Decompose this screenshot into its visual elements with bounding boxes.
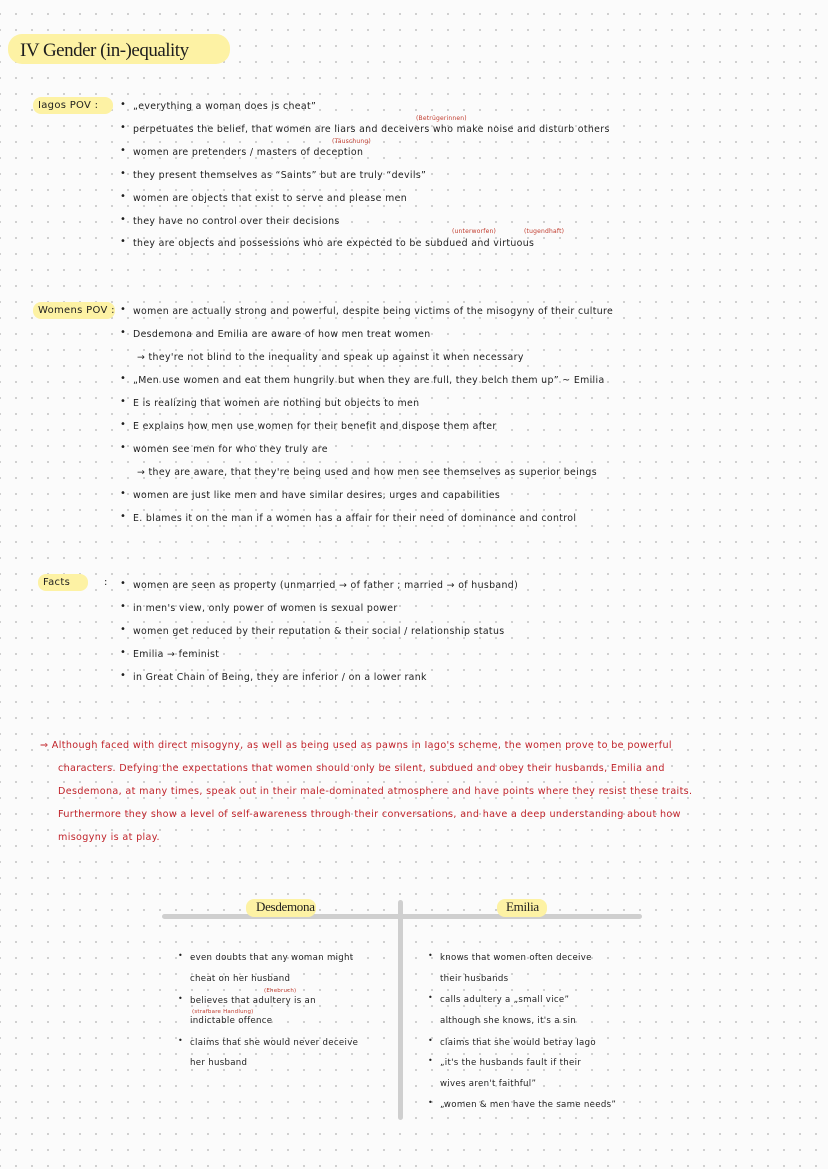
desdemona-note-1: (Ehebruch)	[264, 988, 297, 994]
womens-line-5: E is realizing that women are nothing but objects to men	[133, 398, 420, 409]
iagos-line-6: they have no control over their decisions	[133, 216, 340, 227]
iagos-note-3: (unterworfen)	[452, 228, 497, 235]
bullet: •	[428, 1056, 433, 1065]
bullet: •	[120, 624, 126, 635]
iagos-line-3: women are pretenders / masters of deception	[133, 147, 364, 158]
desdemona-line-5: claims that she would never deceive	[190, 1038, 359, 1048]
conclusion-line-3: Desdemona, at many times, speak out in their male-dominated atmosphere and have points where they resist these traits.	[58, 786, 693, 797]
emilia-line-1: knows that women often deceive	[440, 953, 592, 963]
bullet: •	[178, 994, 183, 1003]
iagos-line-5: women are objects that exist to serve and please men	[133, 193, 407, 204]
bullet: •	[120, 396, 126, 407]
facts-line-2: in men's view, only power of women is sexual power	[133, 603, 398, 614]
facts-line-4: Emilia → feminist	[133, 649, 220, 660]
womens-line-3: → they're not blind to the inequality and speak up against it when necessary	[137, 352, 524, 363]
bullet: •	[120, 670, 126, 681]
page-title: IV Gender (in-)equality	[20, 40, 189, 61]
conclusion-line-2: characters. Defying the expectations that women should only be silent, subdued and obey their husbands, Emilia and	[58, 763, 665, 774]
iagos-note-2: (Täuschung)	[332, 138, 371, 145]
facts-line-5: in Great Chain of Being, they are inferior / on a lower rank	[133, 672, 427, 683]
bullet: •	[428, 951, 433, 960]
bullet: •	[120, 145, 126, 156]
bullet: •	[428, 993, 433, 1002]
womens-line-7: women see men for who they truly are	[133, 444, 328, 455]
bullet: •	[120, 168, 126, 179]
facts-line-1: women are seen as property (unmarried → of father ; married → of husband)	[133, 580, 519, 591]
womens-line-1: women are actually strong and powerful, despite being victims of the misogyny of their culture	[133, 306, 614, 317]
womens-line-2: Desdemona and Emilia are aware of how men treat women	[133, 329, 431, 340]
desdemona-line-6: her husband	[190, 1058, 248, 1068]
iagos-line-1: „everything a woman does is cheat”	[133, 101, 317, 112]
desdemona-title: Desdemona	[256, 899, 315, 914]
table-vertical-divider	[398, 900, 403, 1120]
bullet: •	[120, 304, 126, 315]
emilia-line-2: their husbands	[440, 974, 509, 984]
bullet: •	[428, 1036, 433, 1045]
bullet: •	[120, 191, 126, 202]
iagos-note-1: (Betrügerinnen)	[416, 115, 467, 122]
facts-line-3: women get reduced by their reputation & their social / relationship status	[133, 626, 505, 637]
bullet: •	[120, 578, 126, 589]
bullet: •	[120, 488, 126, 499]
emilia-line-6: „it's the husbands fault if their	[440, 1058, 582, 1068]
womens-line-4: „Men use women and eat them hungrily but when they are full, they belch them up” ~ Emilia	[133, 375, 605, 386]
bullet: •	[120, 601, 126, 612]
bullet: •	[120, 647, 126, 658]
conclusion-line-4: Furthermore they show a level of self-awareness through their conversations, and have a deep understanding about how	[58, 809, 681, 820]
bullet: •	[120, 99, 126, 110]
womens-pov-label: Womens POV :	[38, 305, 115, 316]
bullet: •	[428, 1098, 433, 1107]
desdemona-line-4: indictable offence	[190, 1016, 273, 1026]
bullet: •	[120, 214, 126, 225]
bullet: •	[120, 419, 126, 430]
bullet: •	[120, 236, 126, 247]
womens-line-10: E. blames it on the man if a women has a affair for their need of dominance and control	[133, 513, 577, 524]
facts-colon: :	[104, 577, 108, 588]
emilia-line-4: although she knows, it's a sin	[440, 1016, 577, 1026]
iagos-note-4: (tugendhaft)	[524, 228, 565, 235]
bullet: •	[120, 373, 126, 384]
conclusion-line-5: misogyny is at play.	[58, 832, 160, 843]
womens-line-8: → they are aware, that they're being used and how men see themselves as superior beings	[137, 467, 597, 478]
emilia-line-3: calls adultery a „small vice”	[440, 995, 570, 1005]
emilia-title: Emilia	[506, 899, 539, 914]
conclusion-line-1: ⇒ Although faced with direct misogyny, as well as being used as pawns in Iago's scheme, the women prove to be powerful	[40, 740, 672, 751]
bullet: •	[120, 511, 126, 522]
bullet: •	[178, 951, 183, 960]
emilia-line-8: „women & men have the same needs”	[440, 1100, 617, 1110]
desdemona-line-2: cheat on her husband	[190, 974, 291, 984]
womens-line-6: E explains how men use women for their benefit and dispose them after	[133, 421, 497, 432]
desdemona-line-3: believes that adultery is an	[190, 996, 316, 1006]
iagos-line-4: they present themselves as “Saints” but are truly “devils”	[133, 170, 427, 181]
facts-label: Facts	[43, 577, 71, 588]
bullet: •	[120, 442, 126, 453]
bullet: •	[120, 122, 126, 133]
emilia-line-7: wives aren't faithful”	[440, 1079, 537, 1089]
iagos-pov-label: Iagos POV :	[38, 100, 99, 111]
iagos-line-2: perpetuates the belief, that women are liars and deceivers who make noise and disturb others	[133, 124, 610, 135]
womens-line-9: women are just like men and have similar desires, urges and capabilities	[133, 490, 501, 501]
desdemona-note-2: (strafbare Handlung)	[192, 1009, 254, 1015]
bullet: •	[120, 327, 126, 338]
bullet: •	[178, 1036, 183, 1045]
emilia-line-5: claims that she would betray Iago	[440, 1038, 596, 1048]
desdemona-line-1: even doubts that any woman might	[190, 953, 354, 963]
iagos-line-7: they are objects and possessions who are expected to be subdued and virtuous	[133, 238, 535, 249]
